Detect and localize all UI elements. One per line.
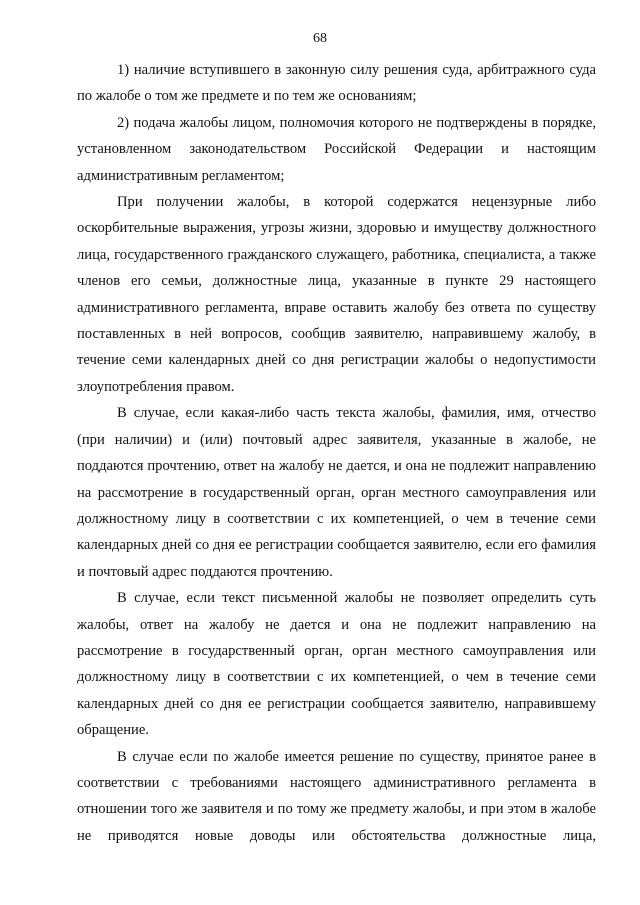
- paragraph-complaint-repeated: В случае если по жалобе имеется решение по существу, принятое ранее в соответствии с требованиями настоящего административного регламента в отношении того же заявителя и по тому же предмету жалобы, и при этом в жалобе не приводятся новые доводы или обстоятельства должностные лица,: [77, 748, 596, 844]
- paragraph-complaint-unreadable: В случае, если какая-либо часть текста жалобы, фамилия, имя, отчество (при наличии) и (или) почтовый адрес заявителя, указанные в жалобе, не поддаются прочтению, ответ на жалобу не дается, и она не подлежит направлению на рассмотрение в государственный орган, орган местного самоуправления или должностному лицу в соответствии с их компетенцией, о чем в течение семи календарных дней со дня ее регистрации сообщается заявителю, если его фамилия и почтовый адрес поддаются прочтению.: [77, 405, 596, 580]
- document-body: [77, 57, 596, 849]
- paragraph-complaint-abusive-language: При получении жалобы, в которой содержатся нецензурные либо оскорбительные выражения, угрозы жизни, здоровью и имуществу должностного лица, государственного гражданского служащего, работника, специалиста, а также членов его семьи, должностные лица, указанные в пункте 29 настоящего административного регламента, вправе оставить жалобу без ответа по существу поставленных в ней вопросов, сообщив заявителю, направившему жалобу, в течение семи календарных дней со дня регистрации жалобы о недопустимости злоупотребления правом.: [77, 194, 596, 395]
- paragraph-complaint-undefined-essence: В случае, если текст письменной жалобы не позволяет определить суть жалобы, ответ на жалобу не дается и она не подлежит направлению на рассмотрение в государственный орган, орган местного самоуправления или должностному лицу в соответствии с их компетенцией, о чем в течение семи календарных дней со дня ее регистрации сообщается заявителю, направившему обращение.: [77, 590, 596, 739]
- paragraph-item-1: 1) наличие вступившего в законную силу решения суда, арбитражного суда по жалобе о том же предмете и по тем же основаниям;: [77, 62, 596, 105]
- paragraph-item-2: 2) подача жалобы лицом, полномочия которого не подтверждены в порядке, установленном законодательством Российской Федерации и настоящим административным регламентом;: [77, 114, 596, 184]
- page-number: 68: [313, 31, 327, 46]
